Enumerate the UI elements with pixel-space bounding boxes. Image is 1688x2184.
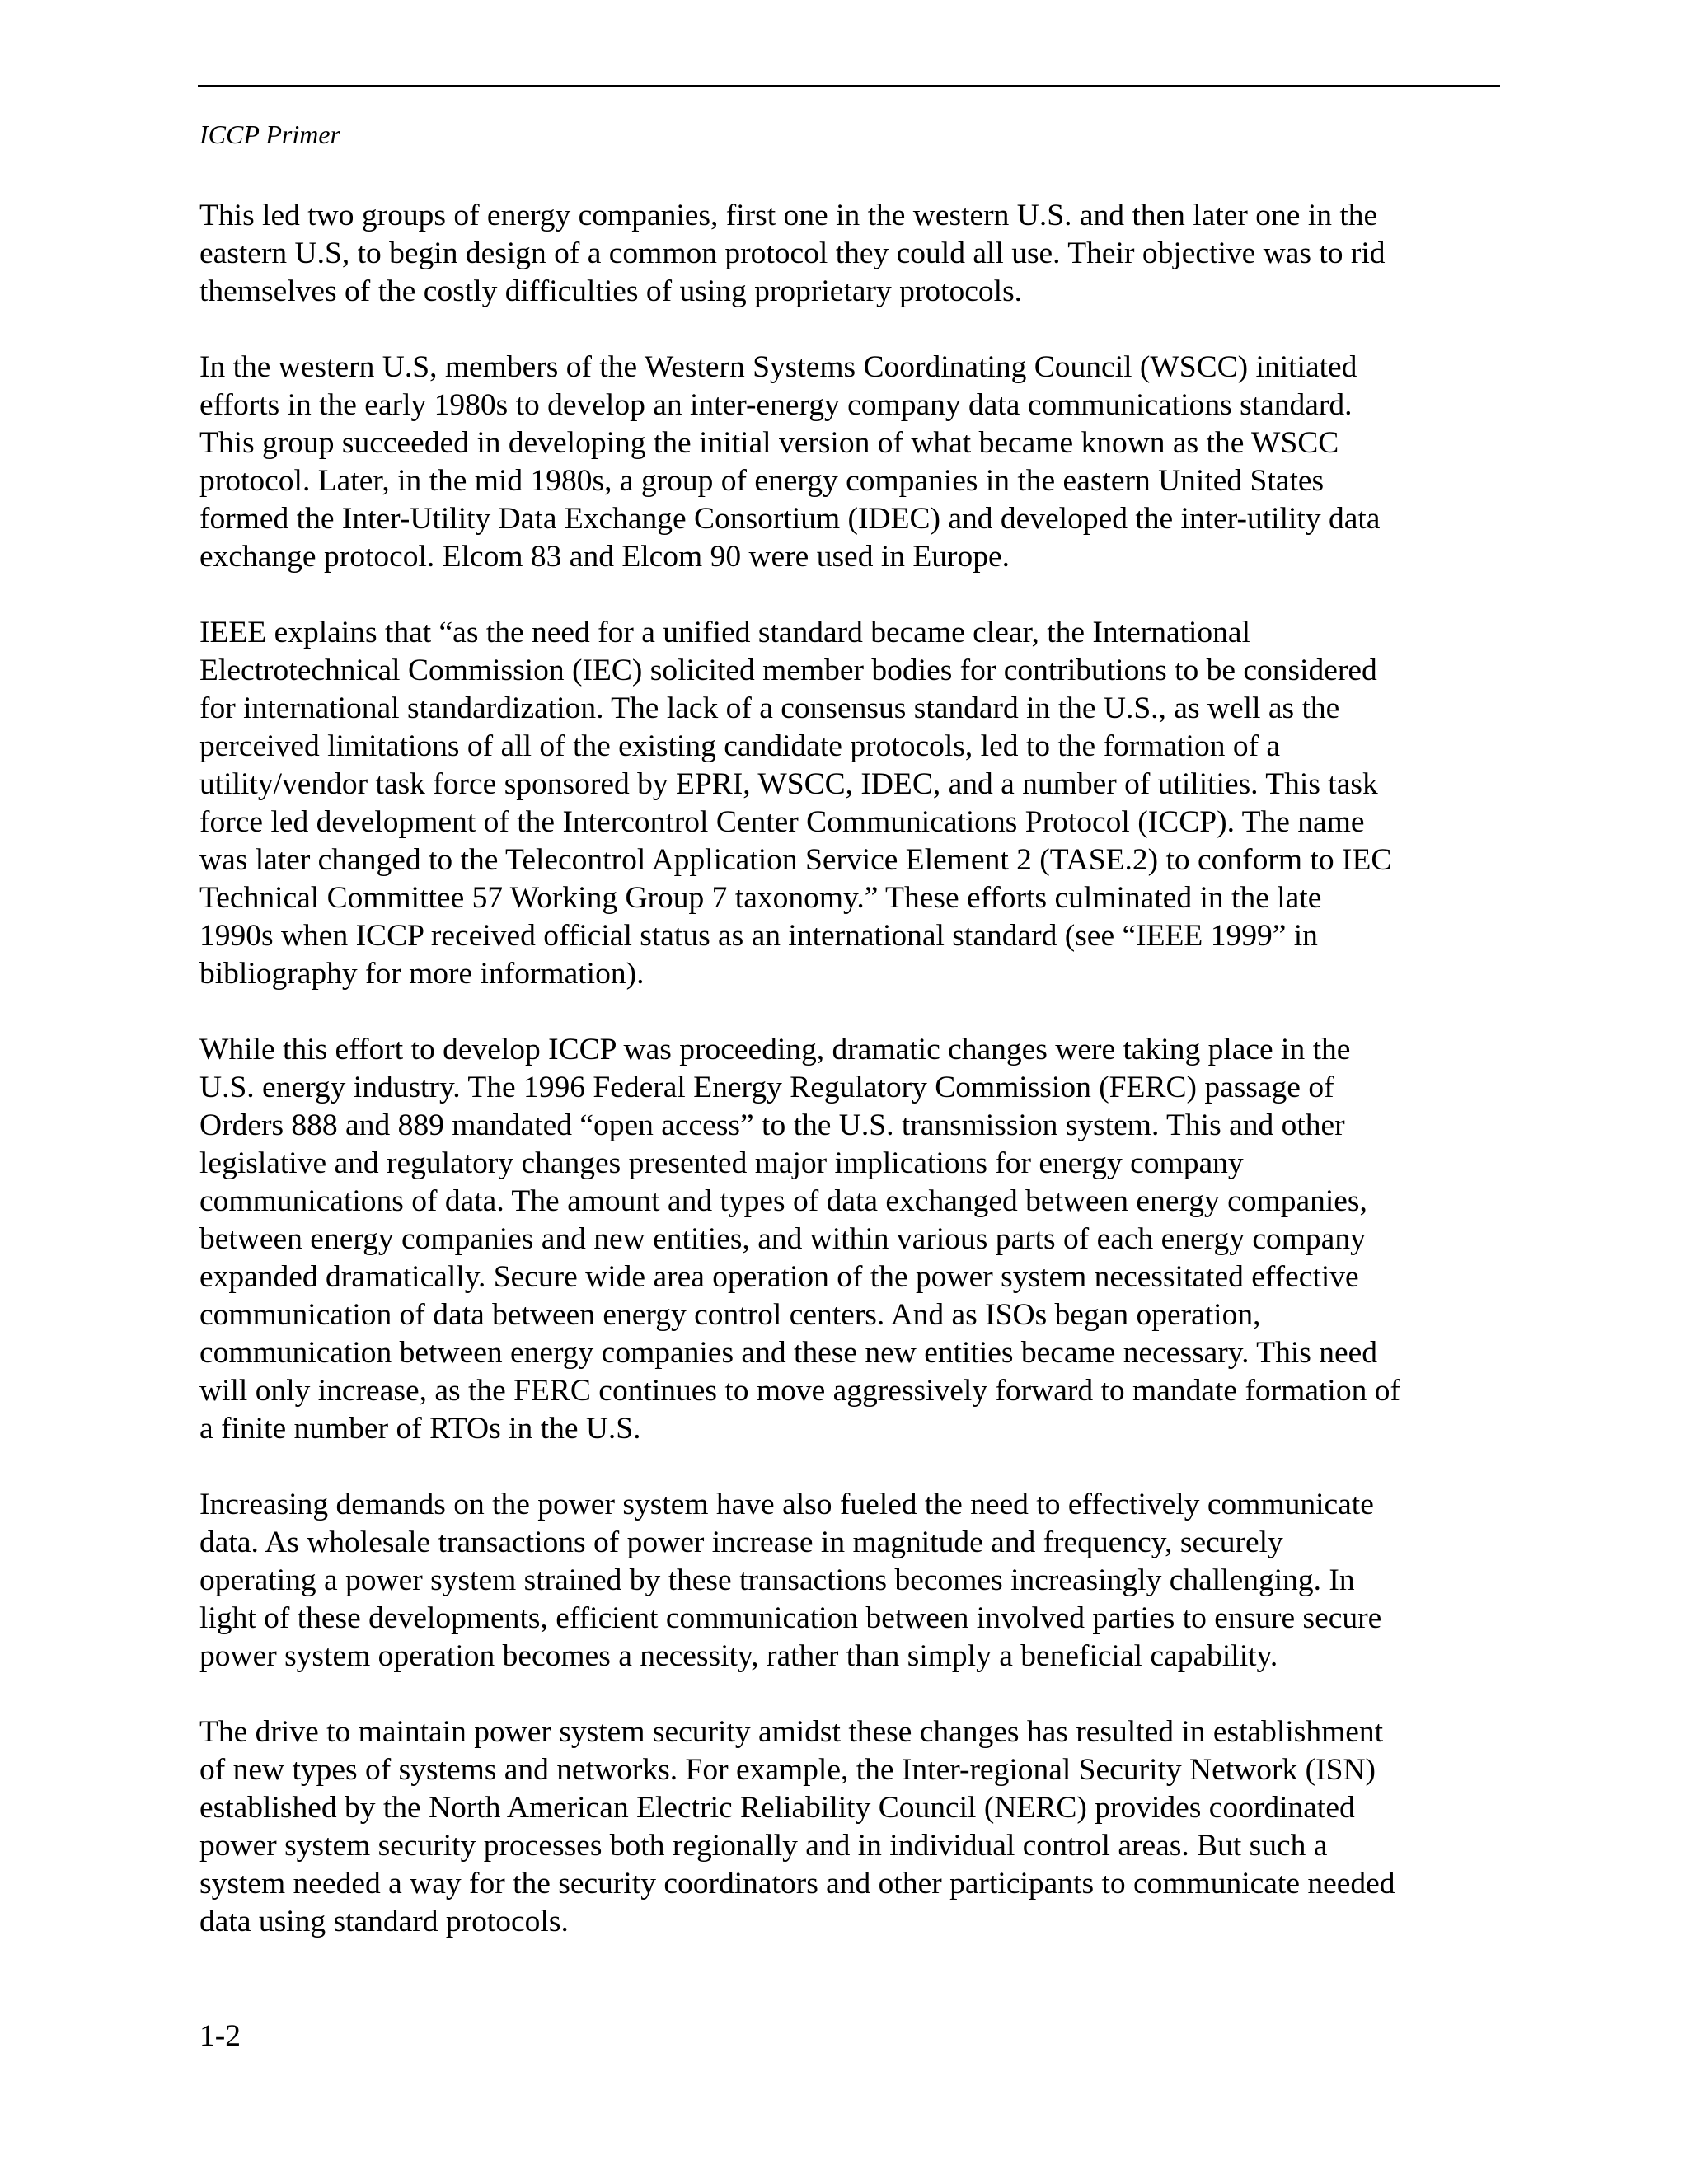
text-line: perceived limitations of all of the existing candidate protocols, led to the formation of a [199,729,1281,763]
text-line: expanded dramatically. Secure wide area operation of the power system necessitated effective [199,1260,1359,1294]
text-line: force led development of the Intercontrol Center Communications Protocol (ICCP). The name [199,805,1365,839]
text-line: This group succeeded in developing the initial version of what became known as the WSCC [199,426,1339,460]
text-line: U.S. energy industry. The 1996 Federal Energy Regulatory Commission (FERC) passage of [199,1071,1334,1104]
text-line: communications of data. The amount and types of data exchanged between energy companies, [199,1184,1367,1218]
text-line: was later changed to the Telecontrol Application Service Element 2 (TASE.2) to conform to IEC [199,843,1392,877]
text-line: protocol. Later, in the mid 1980s, a group of energy companies in the eastern United States [199,464,1325,498]
text-line: will only increase, as the FERC continues to move aggressively forward to mandate formation of [199,1374,1400,1408]
text-line: themselves of the costly difficulties of using proprietary protocols. [199,274,1023,308]
text-line: system needed a way for the security coordinators and other participants to communicate needed [199,1867,1395,1900]
body-text [199,197,1518,1979]
text-line: Orders 888 and 889 mandated “open access” to the U.S. transmission system. This and other [199,1108,1345,1142]
text-line: In the western U.S, members of the Western Systems Coordinating Council (WSCC) initiated [199,350,1357,384]
text-line: of new types of systems and networks. For example, the Inter-regional Security Network (ISN) [199,1753,1376,1787]
text-line: The drive to maintain power system security amidst these changes has resulted in establishment [199,1715,1384,1749]
text-line: bibliography for more information). [199,957,645,991]
text-line: 1990s when ICCP received official status as an international standard (see “IEEE 1999” in [199,919,1318,953]
text-line: data using standard protocols. [199,1905,569,1938]
text-line: power system security processes both regionally and in individual control areas. But such a [199,1829,1328,1863]
running-header-title: ICCP Primer [199,120,340,149]
paragraph-5 [199,1486,1518,1675]
paragraph-6 [199,1713,1518,1941]
paragraph-4 [199,1031,1518,1448]
text-line: for international standardization. The lack of a consensus standard in the U.S., as well as the [199,691,1340,725]
paragraph-1 [199,197,1518,311]
text-line: While this effort to develop ICCP was proceeding, dramatic changes were taking place in the [199,1033,1351,1066]
text-line: light of these developments, efficient communication between involved parties to ensure secure [199,1601,1382,1635]
text-line: communication of data between energy control centers. And as ISOs began operation, [199,1298,1261,1332]
text-line: Electrotechnical Commission (IEC) solicited member bodies for contributions to be considered [199,654,1377,687]
page-number: 1-2 [199,2019,241,2053]
text-line: utility/vendor task force sponsored by EPRI, WSCC, IDEC, and a number of utilities. This task [199,767,1378,801]
paragraph-3 [199,614,1518,993]
text-line: eastern U.S, to begin design of a common protocol they could all use. Their objective was to rid [199,237,1386,270]
text-line: a finite number of RTOs in the U.S. [199,1412,641,1446]
text-line: communication between energy companies and these new entities became necessary. This need [199,1336,1377,1370]
text-line: exchange protocol. Elcom 83 and Elcom 90 were used in Europe. [199,540,1010,574]
text-line: operating a power system strained by these transactions becomes increasingly challenging. In [199,1563,1355,1597]
text-line: Technical Committee 57 Working Group 7 taxonomy.” These efforts culminated in the late [199,881,1322,915]
text-line: legislative and regulatory changes presented major implications for energy company [199,1146,1244,1180]
header-rule [198,85,1500,87]
text-line: This led two groups of energy companies, first one in the western U.S. and then later one in the [199,199,1378,232]
text-line: IEEE explains that “as the need for a unified standard became clear, the International [199,616,1250,649]
text-line: formed the Inter-Utility Data Exchange Consortium (IDEC) and developed the inter-utility data [199,502,1381,536]
text-line: Increasing demands on the power system have also fueled the need to effectively communicate [199,1488,1374,1521]
text-line: between energy companies and new entities, and within various parts of each energy company [199,1222,1366,1256]
text-line: data. As wholesale transactions of power increase in magnitude and frequency, securely [199,1526,1283,1559]
text-line: power system operation becomes a necessity, rather than simply a beneficial capability. [199,1639,1278,1673]
paragraph-2 [199,349,1518,576]
text-line: established by the North American Electric Reliability Council (NERC) provides coordinated [199,1791,1355,1825]
text-line: efforts in the early 1980s to develop an inter-energy company data communications standard. [199,388,1353,422]
